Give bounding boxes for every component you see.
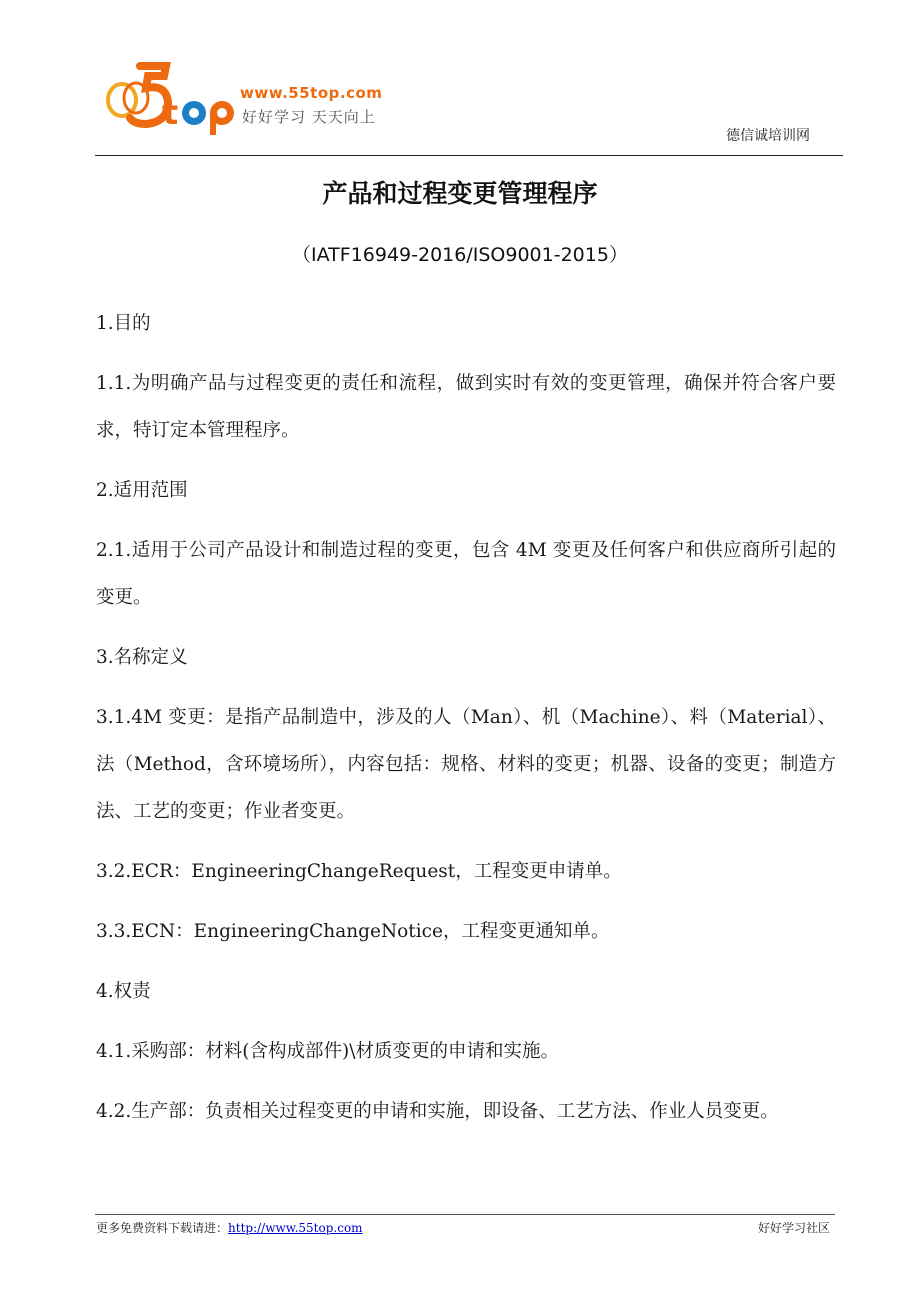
svg-text:t: t bbox=[162, 93, 179, 133]
paragraph-3-2: 3.2.ECR：EngineeringChangeRequest，工程变更申请单。 bbox=[96, 861, 622, 882]
section-heading-definitions: 3.名称定义 bbox=[96, 647, 188, 668]
section-heading-responsibilities: 4.权责 bbox=[96, 981, 151, 1002]
document-title: 产品和过程变更管理程序 bbox=[322, 179, 598, 208]
section-heading-scope: 2.适用范围 bbox=[96, 480, 188, 501]
document-body bbox=[96, 300, 836, 1148]
paragraph-3-1: 3.1.4M 变更：是指产品制造中，涉及的人（Man）、机（Machine）、料（Material）、法（Method，含环境场所），内容包括：规格、材料的变更；机器、设备的变更；制造方法、工艺的变更；作业者变更。 bbox=[96, 707, 836, 822]
footer-community: 好好学习社区 bbox=[757, 1221, 830, 1235]
logo-url-text[interactable]: www.55top.com bbox=[240, 84, 383, 102]
footer-text: 更多免费资料下载请进： bbox=[96, 1221, 229, 1235]
footer-download-note bbox=[96, 1219, 363, 1236]
site-logo[interactable] bbox=[100, 58, 410, 138]
footer-link[interactable]: http://www.55top.com bbox=[228, 1221, 363, 1235]
site-name: 德信诚培训网 bbox=[726, 128, 810, 144]
logo-mark-icon bbox=[100, 58, 240, 138]
page-header bbox=[0, 0, 920, 160]
document-subtitle: （IATF16949-2016/ISO9001-2015） bbox=[292, 244, 628, 266]
paragraph-1-1: 1.1.为明确产品与过程变更的责任和流程，做到实时有效的变更管理，确保并符合客户要求，特订定本管理程序。 bbox=[96, 373, 836, 441]
footer-divider bbox=[95, 1214, 835, 1215]
paragraph-2-1: 2.1.适用于公司产品设计和制造过程的变更，包含 4M 变更及任何客户和供应商所引起的变更。 bbox=[96, 540, 836, 608]
section-heading-purpose: 1.目的 bbox=[96, 313, 151, 334]
logo-slogan: 好好学习 天天向上 bbox=[242, 108, 376, 126]
header-divider bbox=[95, 155, 843, 156]
paragraph-4-1: 4.1.采购部：材料(含构成部件)\材质变更的申请和实施。 bbox=[96, 1041, 559, 1062]
paragraph-4-2: 4.2.生产部：负责相关过程变更的申请和实施，即设备、工艺方法、作业人员变更。 bbox=[96, 1101, 779, 1122]
paragraph-3-3: 3.3.ECN：EngineeringChangeNotice，工程变更通知单。 bbox=[96, 921, 610, 942]
